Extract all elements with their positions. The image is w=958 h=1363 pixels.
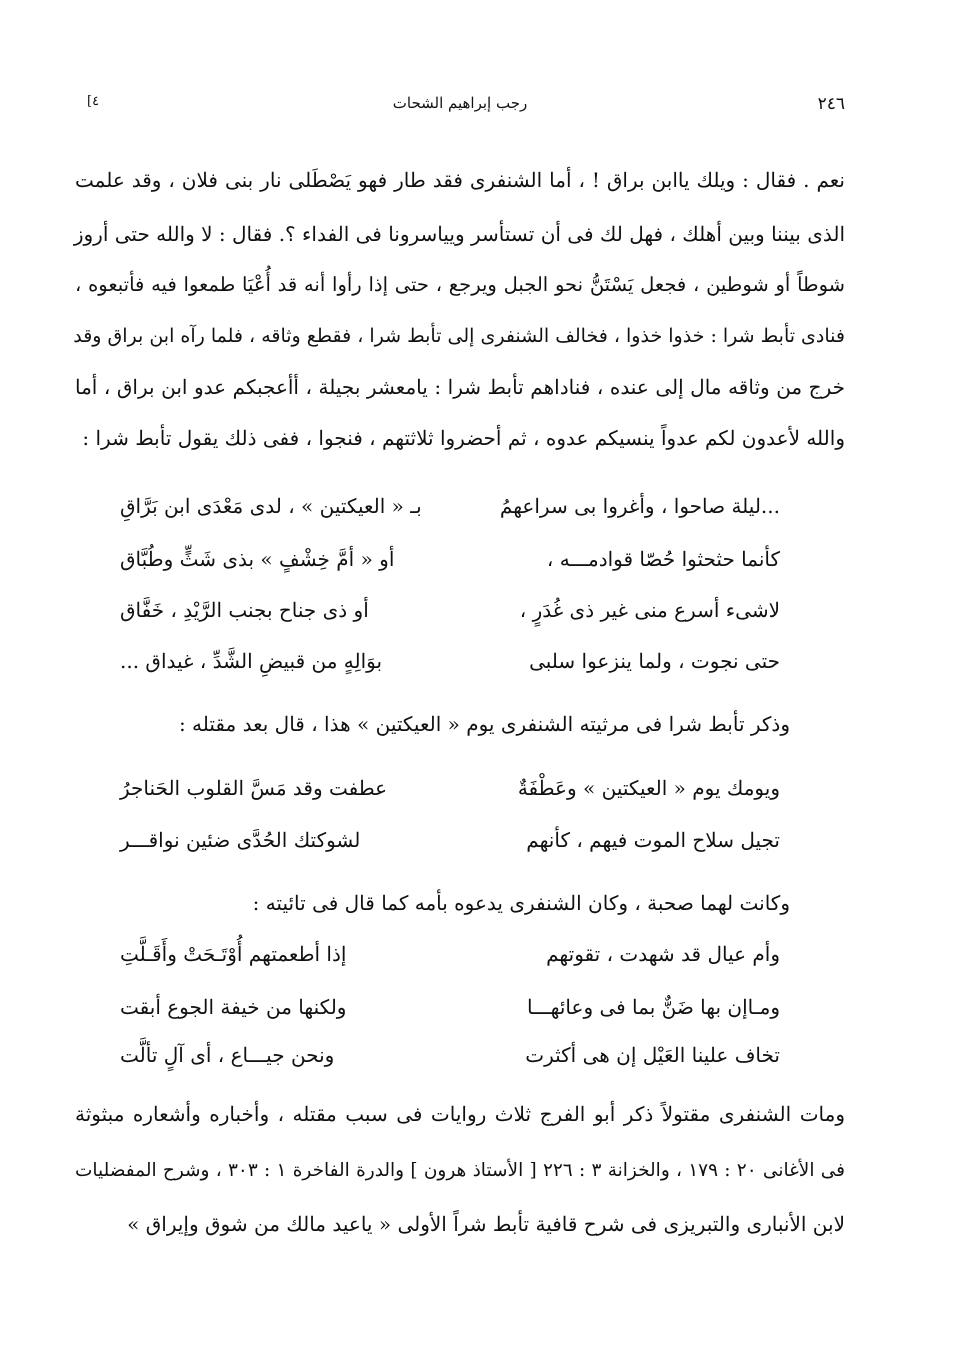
prose-line: خرج من وثاقه مال إلى عنده ، فناداهم تأبط شرا : يامعشر بجيلة ، أأعجبكم عدو ابن براق ، أما xyxy=(75,375,845,399)
issue-mark: [٤ xyxy=(87,94,100,109)
footnote-line: ومات الشنفرى مقتولاً ذكر أبو الفرج ثلاث روايات فى سبب مقتله ، وأخباره وأشعاره مبثوثة xyxy=(75,1102,845,1126)
prose-line: وكانت لهما صحبة ، وكان الشنفرى يدعوه بأمه كما قال فى تائيته : xyxy=(252,891,790,915)
verse-second-hemistich: بوَالِهٍ من قبيضِ الشَّدِّ ، غيداق ... xyxy=(120,649,383,673)
verse-first-hemistich: ...ليلة صاحوا ، وأغروا بى سراعهمُ xyxy=(499,494,780,518)
verse-first-hemistich: كأنما حثحثوا حُصّا قوادمـــه ، xyxy=(546,547,780,571)
footnote-line: فى الأغانى ٢٠ : ١٧٩ ، والخزانة ٣ : ٢٢٦ [ الأستاذ هرون ] والدرة الفاخرة ١ : ٣٠٣ ، وشرح المفضليات xyxy=(75,1160,846,1181)
verse-second-hemistich: ونحن جيـــاع ، أى آلٍ تألَّت xyxy=(120,1043,335,1067)
prose-line: شوطاً أو شوطين ، فجعل يَسْتَنُّ نحو الجبل ويرجع ، حتى إذا رأوا أنه قد أُعْيَا طمعوا فيه فأتبعوه ، xyxy=(75,273,845,296)
verse-second-hemistich: إذا أطعمتهم أُوْتَـحَتْ وأَقَـلَّتِ xyxy=(120,942,347,966)
running-head-author: رجب إبراهيم الشحات xyxy=(392,94,528,112)
verse-second-hemistich: ولكنها من خيفة الجوع أبقت xyxy=(120,995,347,1019)
prose-line: وذكر تأبط شرا فى مرثيته الشنفرى يوم « العيكتين » هذا ، قال بعد مقتله : xyxy=(178,712,790,736)
verse-second-hemistich: أو ذى جناح بجنب الرَّيْدِ ، خَفَّاق xyxy=(120,598,369,622)
verse-first-hemistich: تجيل سلاح الموت فيهم ، كأنهم xyxy=(526,828,780,852)
verse-second-hemistich: لشوكتك الحُدَّى ضئين نواقـــر xyxy=(120,828,361,852)
prose-line: نعم . فقال : ويلك ياابن براق ! ، أما الشنفرى فقد طار فهو يَصْطَلى نار بنى فلان ، وقد علمت xyxy=(75,168,845,192)
verse-first-hemistich: ويومك يوم « العيكتين » وعَطْفَةٌ xyxy=(517,776,780,800)
verse-first-hemistich: وأم عيال قد شهدت ، تقوتهم xyxy=(546,942,780,966)
page-number: ٢٤٦ xyxy=(817,94,845,114)
verse-second-hemistich: عطفت وقد مَسَّ القلوب الحَناجرُ xyxy=(120,776,388,800)
verse-second-hemistich: بـ « العيكتين » ، لدى مَعْدَى ابن بَرَّاقِ xyxy=(120,494,422,518)
verse-first-hemistich: ومـاإن بها ضَنٌّ بما فى وعائهـــا xyxy=(526,995,780,1019)
running-header xyxy=(75,94,845,120)
verse-first-hemistich: لاشىء أسرع منى غير ذى غُدَرٍ ، xyxy=(519,598,780,622)
verse-first-hemistich: حتى نجوت ، ولما ينزعوا سلبى xyxy=(529,649,780,673)
verse-first-hemistich: تخاف علينا العَيْل إن هى أكثرت xyxy=(525,1043,780,1067)
prose-line: الذى بيننا وبين أهلك ، فهل لك فى أن تستأسر ويياسرونا فى الفداء ؟. فقال : لا والله حتى أروز xyxy=(73,222,845,246)
prose-line: والله لأعدون لكم عدواً ينسيكم عدوه ، ثم أحضروا ثلاثتهم ، فنجوا ، ففى ذلك يقول تأبط شرا : xyxy=(82,426,845,450)
prose-line: فنادى تأبط شرا : خذوا خذوا ، فخالف الشنفرى إلى تأبط شرا ، فقطع وثاقه ، فلما رآه ابن براق وقد xyxy=(73,325,845,347)
footnote-line: لابن الأنبارى والتبريزى فى شرح قافية تأبط شراً الأولى « ياعيد مالك من شوق وإيراق » xyxy=(127,1212,845,1236)
verse-second-hemistich: أو « أمَّ خِشْفٍ » بذى شَثٍّ وطُبَّاق xyxy=(120,547,395,571)
